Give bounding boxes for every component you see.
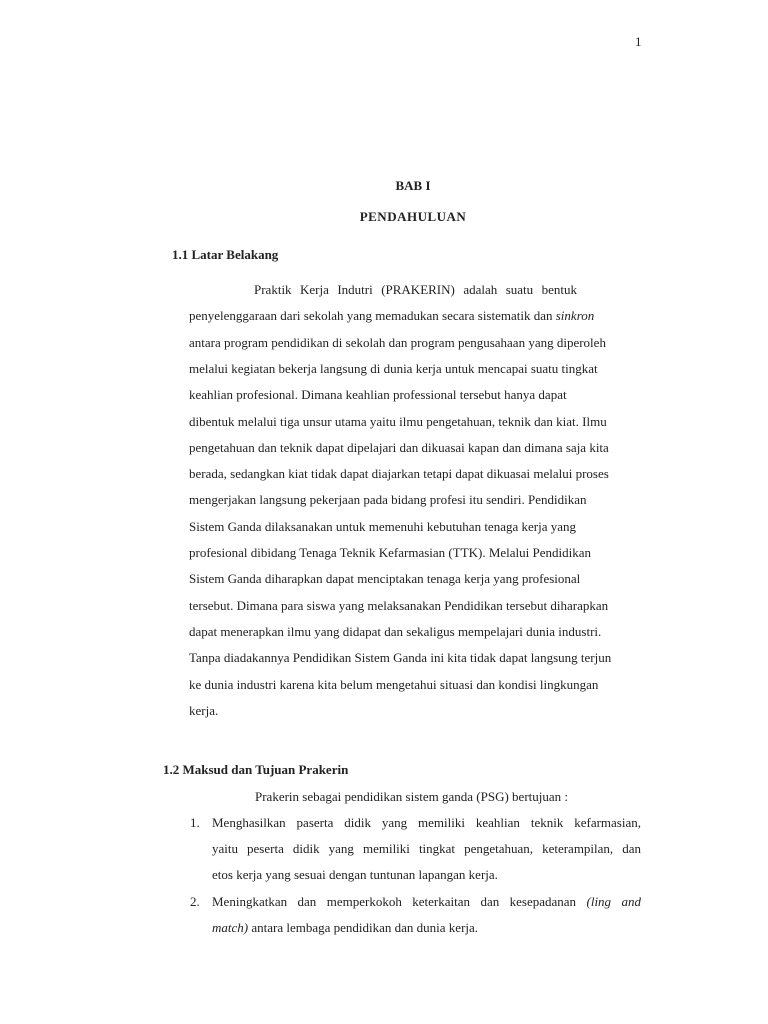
paragraph-line xyxy=(189,598,608,614)
paragraph-line xyxy=(189,492,586,508)
paragraph-line-text: tersebut. Dimana para siswa yang melaksanakan Pendidikan tersebut diharapkan xyxy=(189,597,609,613)
paragraph-line-text: ke dunia industri karena kita belum mengetahui situasi dan kondisi lingkungan xyxy=(189,676,599,692)
paragraph-line xyxy=(189,308,594,324)
paragraph-line xyxy=(189,650,611,666)
paragraph-line-text: Sistem Ganda dilaksanakan untuk memenuhi kebutuhan tenaga kerja yang xyxy=(189,518,576,534)
paragraph-line xyxy=(189,571,580,587)
paragraph-line xyxy=(189,519,576,535)
paragraph-line-text: penyelenggaraan dari sekolah yang memadukan secara sistematik dan xyxy=(189,308,553,324)
italic-term: sinkron xyxy=(555,308,595,324)
paragraph-line-text: berada, sedangkan kiat tidak dapat diajarkan tetapi dapat dikuasai melalui proses xyxy=(189,466,609,482)
list-item-line: etos kerja yang sesuai dengan tuntunan lapangan kerja. xyxy=(212,867,498,882)
italic-term: match) xyxy=(212,920,249,935)
chapter-title: PENDAHULUAN xyxy=(359,209,467,224)
paragraph-line xyxy=(254,282,577,298)
paragraph-line-text: melalui kegiatan bekerja langsung di dunia kerja untuk mencapai suatu tingkat xyxy=(189,360,598,376)
paragraph-line-text: keahlian profesional. Dimana keahlian professional tersebut hanya dapat xyxy=(189,387,567,403)
section-heading-latar-belakang: 1.1 Latar Belakang xyxy=(172,247,279,262)
paragraph-line xyxy=(189,361,598,377)
paragraph-line-text: dibentuk melalui tiga unsur utama yaitu ilmu pengetahuan, teknik dan kiat. Ilmu xyxy=(189,413,607,429)
paragraph-line-text: dapat menerapkan ilmu yang didapat dan sekaligus mempelajari dunia industri. xyxy=(189,623,602,639)
paragraph-line xyxy=(189,335,606,351)
page-number: 1 xyxy=(635,34,642,49)
list-item-line: Menghasilkan paserta didik yang memiliki keahlian teknik kefarmasian, xyxy=(212,815,641,830)
paragraph-line-text: profesional dibidang Tenaga Teknik Kefarmasian (TTK). Melalui Pendidikan xyxy=(189,545,592,560)
paragraph-line xyxy=(189,414,607,430)
section-intro: Prakerin sebagai pendidikan sistem ganda (PSG) bertujuan : xyxy=(255,789,569,804)
paragraph-line xyxy=(189,387,567,403)
paragraph-line-text: kerja. xyxy=(189,702,219,718)
paragraph-line xyxy=(189,703,218,719)
paragraph-line xyxy=(189,466,609,482)
chapter-number: BAB I xyxy=(395,178,431,193)
paragraph-line-text: pengetahuan dan teknik dapat dipelajari dan dikuasai kapan dan dimana saja kita xyxy=(189,439,609,455)
italic-term: (ling and xyxy=(586,894,641,909)
section-heading-maksud-tujuan: 1.2 Maksud dan Tujuan Prakerin xyxy=(163,762,349,777)
list-item-line xyxy=(212,894,641,910)
list-number: 1. xyxy=(190,815,200,830)
list-number: 2. xyxy=(190,894,200,909)
paragraph-line xyxy=(189,677,598,693)
paragraph-line-text: antara program pendidikan di sekolah dan program pengusahaan yang diperoleh xyxy=(189,334,606,350)
list-item-line xyxy=(212,920,478,936)
paragraph-line-text: mengerjakan langsung pekerjaan pada bidang profesi itu sendiri. Pendidikan xyxy=(189,492,587,508)
paragraph-line-text: Praktik Kerja Indutri (PRAKERIN) adalah suatu bentuk xyxy=(254,282,577,297)
paragraph-line-text: Sistem Ganda diharapkan dapat menciptakan tenaga kerja yang profesional xyxy=(189,571,581,587)
paragraph-line xyxy=(189,440,609,456)
list-item-text: Meningkatkan dan memperkokoh keterkaitan dan kesepadanan xyxy=(212,894,577,909)
list-item-line: yaitu peserta didik yang memiliki tingkat pengetahuan, keterampilan, dan xyxy=(212,841,641,856)
list-item-text: antara lembaga pendidikan dan dunia kerja. xyxy=(251,920,479,935)
paragraph-line xyxy=(189,545,591,561)
paragraph-line-text: Tanpa diadakannya Pendidikan Sistem Ganda ini kita tidak dapat langsung terjun xyxy=(189,650,612,666)
paragraph-line xyxy=(189,624,601,640)
